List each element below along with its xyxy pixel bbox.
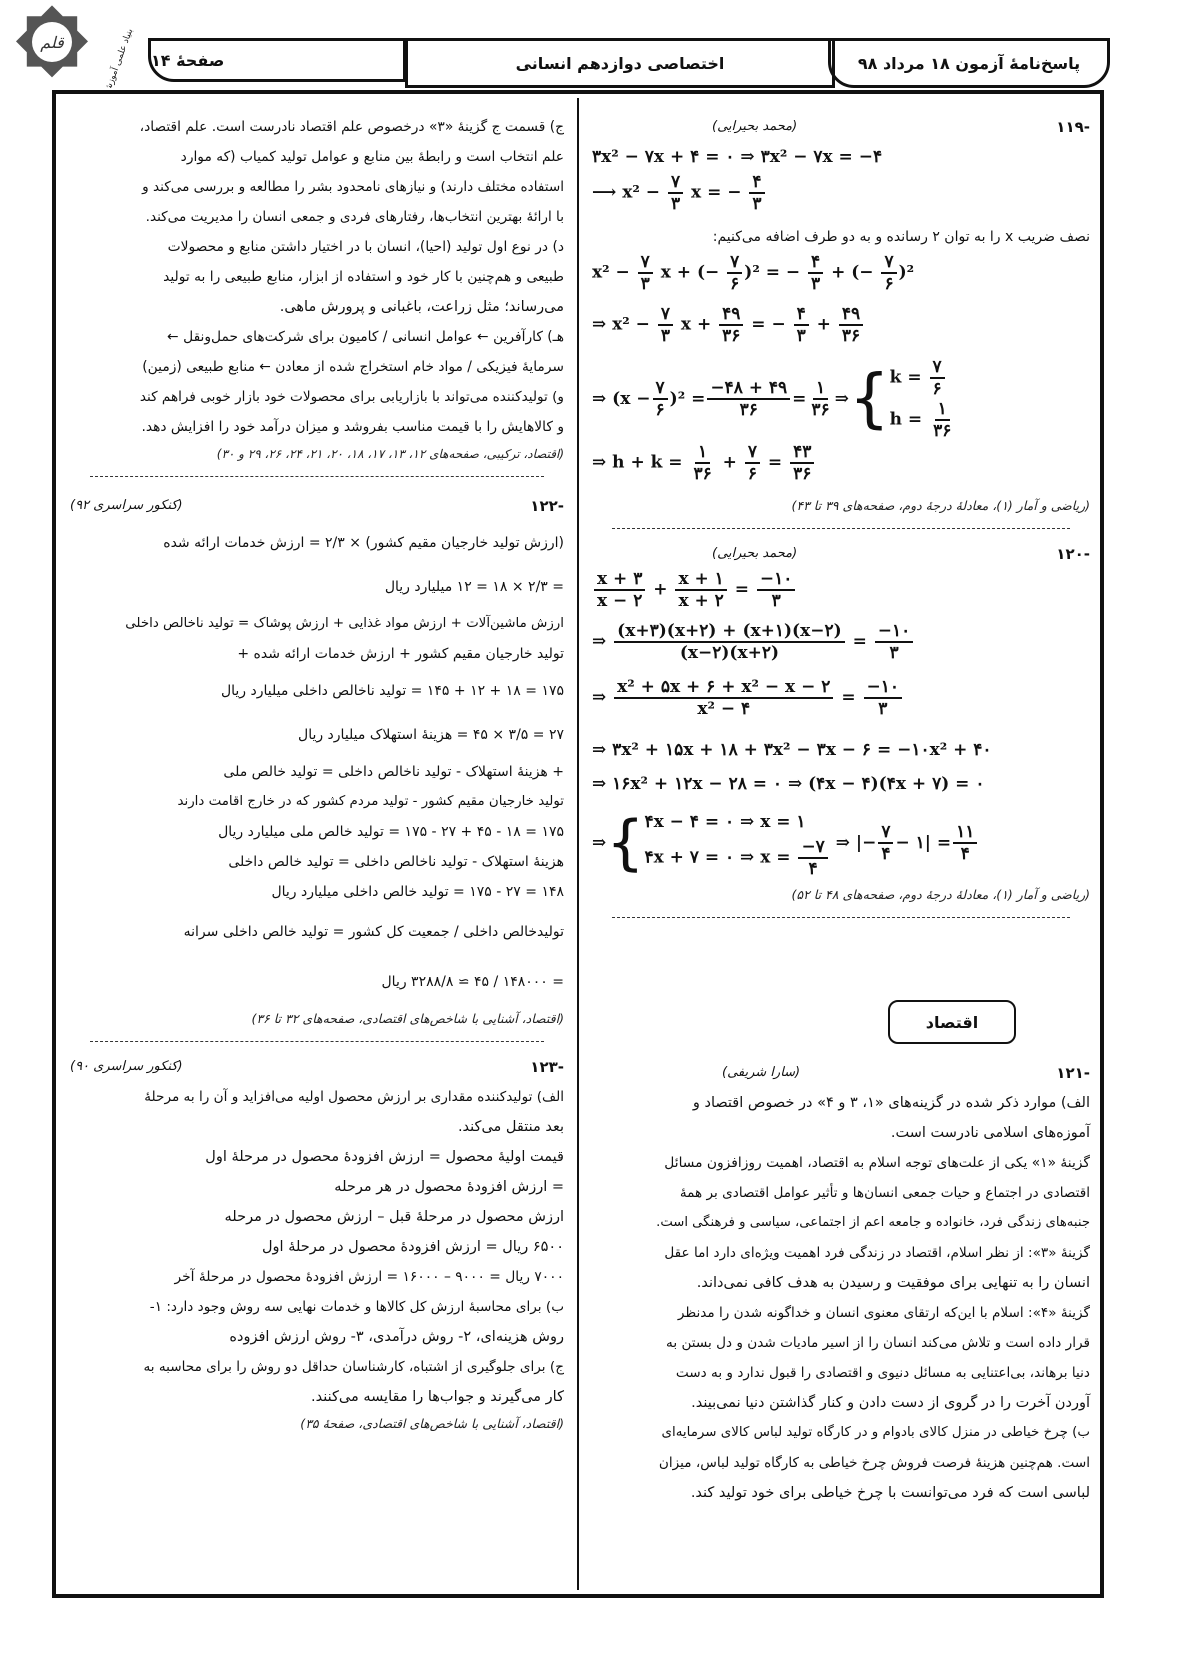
logo [8, 4, 146, 88]
note: نصف ضریب x را به توان ۲ رسانده و به دو طرف اضافه می‌کنیم: [712, 229, 1090, 245]
equation: $\frac{x + ۳}{x - ۲}$ + $\frac{x + ۱}{x + ۲}$ = $\frac{-۱۰}{۳}$ [592, 569, 1090, 621]
source-note: (اقتصاد، ترکیبی، صفحه‌های ۱۲، ۱۳، ۱۷، ۱۸، ۲۰، ۲۱، ۲۴، ۲۶، ۲۹ و ۳۰) [216, 447, 564, 461]
author: (کنکور سراسری ۹۲) [70, 498, 183, 513]
answer-text: الف) موارد ذکر شده در گزینه‌های «۱، ۳ و ۴» در خصوص اقتصاد و آموزه‌های اسلامی نادرست است. گزینهٔ «۱» یکی از علت‌های توجه اسلام به اقتصاد، اهمیت روزافزون مسائل اقتصادی در اجتماع و حیات جمعی انسان‌ها و تأثیر عوامل اقتصادی بر همهٔ جنبه‌های زندگی فرد، خانواده و جامعه اعم از اجتماعی، سیاسی و فرهنگی است. گزینهٔ «۳»: از نظر اسلام، اقتصاد در زندگی فرد اهمیت ویژه‌ای دارد اما عقل انسان را به تنهایی برای موفقیت و رسیدن به هدف کافی نمی‌داند. گزینهٔ «۴»: اسلام با این‌که ارتقای معنوی انسان و خداگونه شدن را مدنظر قرار داده است و تلاش می‌کند انسان را از اسیر مادیات شدن و دل بستن به دنیا برهاند، بی‌اعتنایی به مسائل دنیوی و اقتصادی را قبول ندارد و به دست آوردن آخرت را در گروی از دست دادن و کنار گذاشتن دنیا نمی‌بیند. ب) چرخ خیاطی در منزل کالای بادوام و در کارگاه تولید لباس کالای سرمایه‌ای است. هم‌چنین هزینهٔ فرصت فروش چرخ خیاطی به کارگاه تولید لباس، میزان لباسی است که فرد می‌توانست با چرخ خیاطی برای خود تولید کند. [656, 1095, 1090, 1501]
svg-text:قلم: قلم [40, 33, 64, 52]
equation: ⇒ ۳x² + ۱۵x + ۱۸ + ۳x² − ۳x − ۶ = −۱۰x² + ۴۰ [592, 740, 992, 760]
header-page: صفحهٔ ۱۴ [148, 38, 406, 82]
equation: ⇒ ۱۶x² + ۱۲x − ۲۸ = ۰ ⇒ (۴x − ۴)(۴x + ۷) = ۰ [592, 774, 985, 794]
source-note: (ریاضی و آمار (۱)، معادلهٔ درجهٔ دوم، صفحه‌های ۴۸ تا ۵۲) [791, 887, 1090, 902]
question-number: -۱۲۰ [1056, 545, 1090, 563]
author: (محمد بحیرایی) [712, 546, 798, 561]
question-number: -۱۱۹ [1056, 118, 1090, 136]
source-note: (ریاضی و آمار (۱)، معادلهٔ درجهٔ دوم، صفحه‌های ۳۹ تا ۴۳) [791, 498, 1090, 513]
right-column [592, 112, 1090, 928]
equation: ⇒ { ۴x − ۴ = ۰ ⇒ x = ۱ ۴x + ۷ = ۰ ⇒ x = $\frac{-۷}{۴}$ ⇒ |− $\frac{۷}{۴}$ − ۱| = $\frac{۱۱}{۴}$ [592, 803, 1090, 883]
equation: ۳x² − ۷x + ۴ = ۰ ⇒ ۳x² − ۷x = −۴ [592, 147, 883, 167]
separator [612, 528, 1070, 529]
question-number: -۱۲۲ [530, 497, 564, 515]
source-note: (اقتصاد، آشنایی با شاخص‌های اقتصادی، صفحه‌های ۳۲ تا ۳۶) [251, 1011, 564, 1026]
equation: ⇒ $\frac{(x+۳)(x+۲) + (x+۱)(x-۲)}{(x-۲)(x+۲)}$ = $\frac{-۱۰}{۳}$ [592, 621, 1090, 677]
section-title: اقتصاد [888, 1000, 1016, 1044]
answer-text: ج) قسمت ج گزینهٔ «۳» درخصوص علم اقتصاد نادرست است. علم اقتصاد، علم انتخاب است و رابطهٔ بین منابع و عوامل تولید کمیاب (که موارد استفاده مختلف دارند) و نیازهای نامحدود بشر را مطالعه و بررسی می‌کند و با ارائهٔ بهترین انتخاب‌ها، رفتارهای فردی و جمعی انسان را مدیریت می‌کند. د) در نوع اول تولید (احیا)، انسان با در اختیار داشتن منابع و محصولات طبیعی و هم‌چنین با کار خود و استفاده از ابزار، منابع طبیعی را به تولید می‌رساند؛ مثل زراعت، باغبانی و پرورش ماهی. هـ) کارآفرین ← عوامل انسانی / کامیون برای شرکت‌های حمل‌ونقل ← سرمایهٔ فیزیکی / مواد خام استخراج شده از معادن ← منابع طبیعی (زمین) و) تولیدکننده می‌تواند با بازاریابی برای محصولات خود بازار خوبی فراهم کند و کالاهایش را با قیمت مناسب بفروشد و میزان درآمد خود را افزایش دهد. [139, 119, 564, 435]
separator [90, 476, 544, 477]
author: (سارا شریفی) [722, 1065, 801, 1080]
separator [90, 1041, 544, 1042]
equation: x² − $\frac{۷}{۳}$ x + (− $\frac{۷}{۶}$ )² = − $\frac{۴}{۳}$ + (− $\frac{۷}{۶}$ )² [592, 252, 915, 294]
question-number: -۱۲۱ [1056, 1064, 1090, 1082]
equation: ⇒ $\frac{\text{x² + ۵x + ۶ + x² − x − ۲}}{\text{x² − ۴}}$ = $\frac{-۱۰}{۳}$ [592, 677, 1090, 735]
right-column-q121 [592, 1058, 1090, 1508]
svg-text:بنیاد علمی آموزشی: بنیاد علمی آموزشی [100, 27, 136, 88]
author: (محمد بحیرایی) [712, 119, 798, 134]
equation: ⟶ x² − $\frac{۷}{۳}$ x = − $\frac{۴}{۳}$ [592, 172, 1090, 222]
equation: ⇒ x² − $\frac{۷}{۳}$ x + $\frac{۴۹}{۳۶}$ = − $\frac{۴}{۳}$ + $\frac{۴۹}{۳۶}$ [592, 304, 1090, 356]
left-column [70, 112, 564, 1436]
header-title: پاسخ‌نامهٔ آزمون ۱۸ مرداد ۹۸ [828, 38, 1110, 88]
equation: ⇒ h + k = $\frac{۱}{۳۶}$ + $\frac{۷}{۶}$ = $\frac{۴۳}{۳۶}$ [592, 442, 1090, 494]
answer-text: الف) تولیدکننده مقداری بر ارزش محصول اولیه می‌افزاید و آن را به مرحلهٔ بعد منتقل می‌کند. قیمت اولیهٔ محصول = ارزش افزودهٔ محصول در مرحلهٔ اول = ارزش افزودهٔ محصول در هر مرحله ارزش محصول در مرحلهٔ قبل – ارزش محصول در مرحله ۶۵۰۰ ریال = ارزش افزودهٔ محصول در مرحلهٔ اول ۷۰۰۰ ریال = ۹۰۰۰ – ۱۶۰۰۰ = ارزش افزودهٔ محصول در مرحلهٔ آخر ب) برای محاسبهٔ ارزش کل کالاها و خدمات نهایی سه روش وجود دارد: ۱- روش هزینه‌ای، ۲- روش درآمدی، ۳- روش ارزش افزوده ج) برای جلوگیری از اشتباه، کارشناسان حداقل دو روش را برای محاسبه به کار می‌گیرند و جواب‌ها را مقایسه می‌کنند. [143, 1089, 564, 1405]
answer-text: (ارزش تولید خارجیان مقیم کشور) × ۲/۳ = ارزش خدمات ارائه شده = ۲/۳ × ۱۸ = ۱۲ میلیارد ریال ارزش ماشین‌آلات + ارزش مواد غذایی + ارزش پوشاک = تولید ناخالص داخلی تولید خارجیان مقیم کشور + ارزش خدمات ارائه شده + ۱۷۵ = ۱۸ + ۱۲ + ۱۴۵ = تولید ناخالص داخلی میلیارد ریال ۲۷ = ۳/۵ × ۴۵ = هزینهٔ استهلاک میلیارد ریال + هزینهٔ استهلاک - تولید ناخالص داخلی = تولید خالص ملی تولید خارجیان مقیم کشور - تولید مردم کشور که در خارج اقامت دارند ۱۷۵ = ۱۸ - ۴۵ + ۲۷ - ۱۷۵ = تولید خالص ملی میلیارد ریال هزینهٔ استهلاک - تولید ناخالص داخلی = تولید خالص داخلی ۱۴۸ = ۲۷ - ۱۷۵ = تولید خالص داخلی میلیارد ریال تولیدخالص داخلی / جمعیت کل کشور = تولید خالص داخلی سرانه = ۱۴۸۰۰۰ / ۴۵ ≃ ۳۲۸۸/۸ ریال [125, 535, 564, 990]
separator [612, 917, 1070, 918]
author: (کنکور سراسری ۹۰) [70, 1059, 183, 1074]
header-subject: اختصاصی دوازدهم انسانی [405, 38, 835, 88]
column-divider [577, 98, 579, 1590]
equation: ⇒ (x − $\frac{۷}{۶}$ )² = $\frac{-۴۸ + ۴۹}{۳۶}$ = $\frac{۱}{۳۶}$ ⇒ { k = $\frac{۷}{۶}$ h = $\frac{۱}{۳۶}$ [592, 357, 952, 441]
question-number: -۱۲۳ [530, 1058, 564, 1076]
source-note: (اقتصاد، آشنایی با شاخص‌های اقتصادی، صفحهٔ ۳۵) [300, 1416, 564, 1431]
